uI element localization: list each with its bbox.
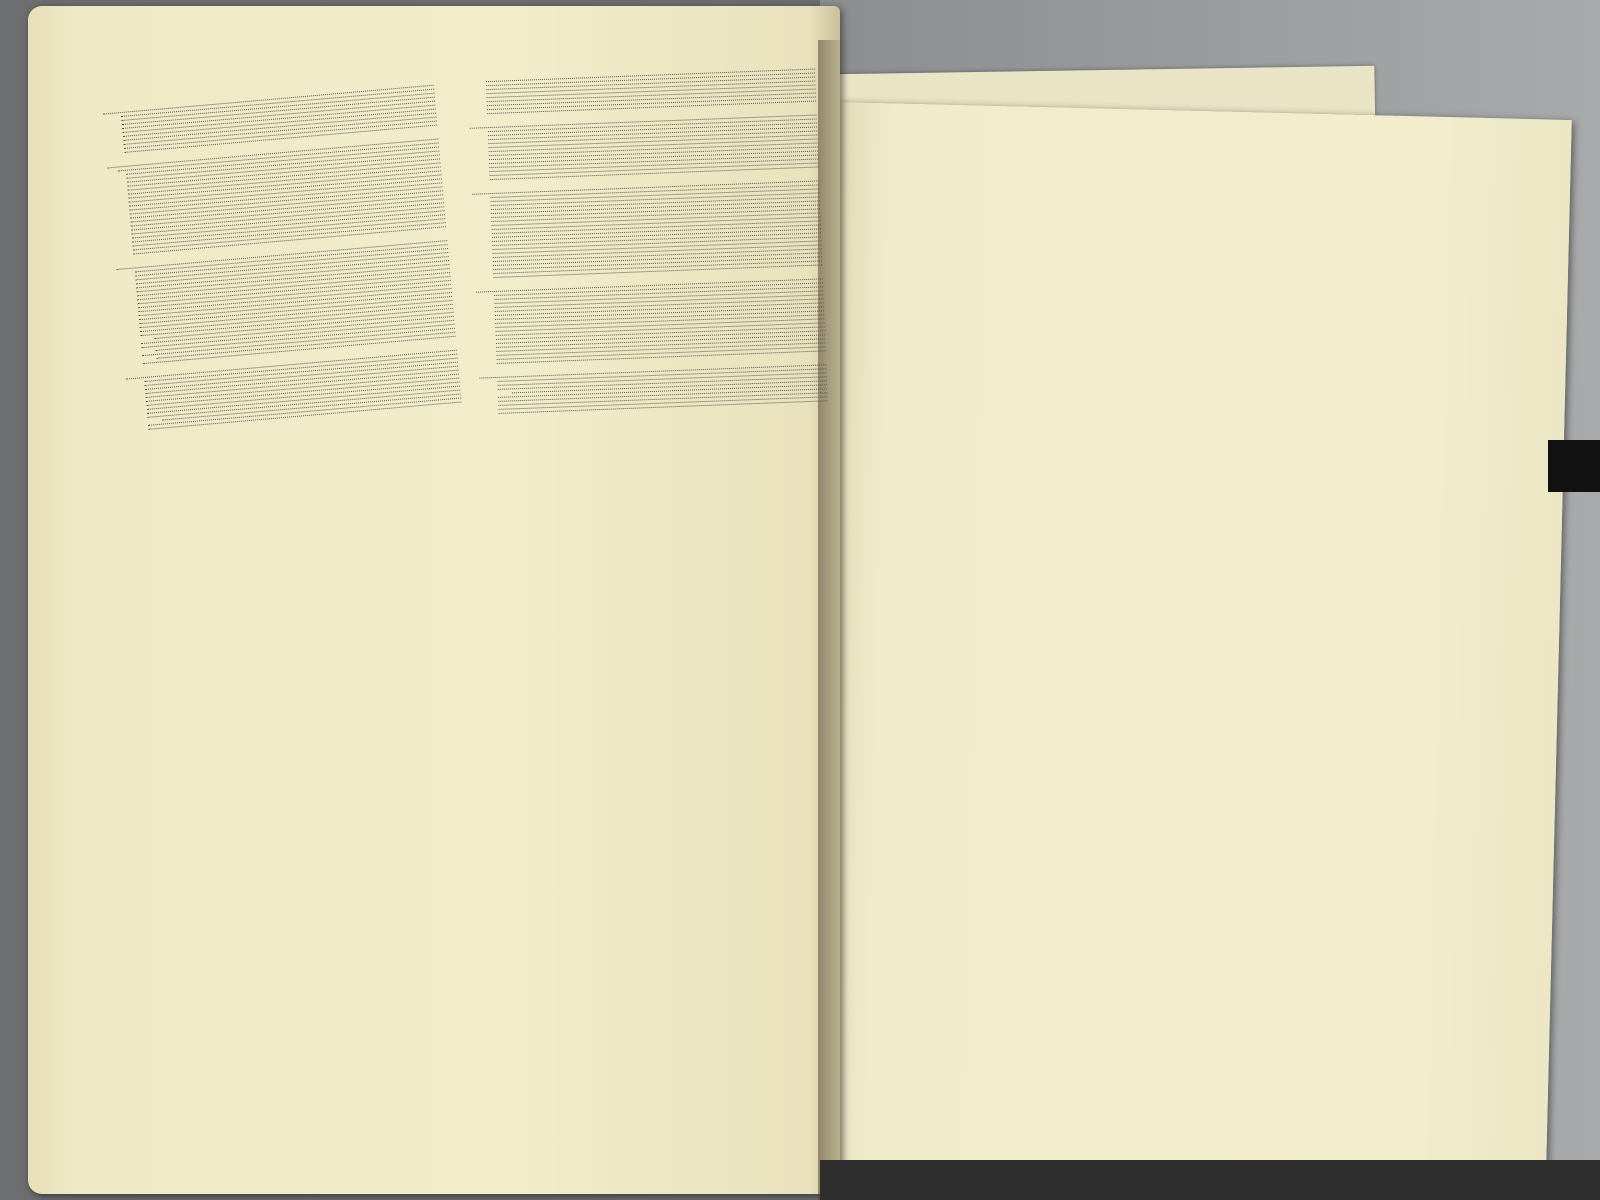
arrangement-title-line1	[1091, 620, 1311, 625]
paragraph-general-service	[1037, 819, 1399, 828]
paragraph-arrangement	[1040, 675, 1402, 684]
toc-column-1	[98, 74, 466, 434]
toc-column-2	[464, 68, 832, 417]
table-shadow	[820, 1160, 1600, 1200]
section-tab	[1548, 440, 1600, 492]
right-toc-list	[1019, 397, 1379, 406]
left-page	[28, 6, 840, 1194]
binding-gutter	[818, 40, 848, 1200]
arrangement-title-line2	[1091, 620, 1311, 625]
arrangement-title	[1091, 620, 1311, 625]
right-page	[806, 102, 1572, 1180]
